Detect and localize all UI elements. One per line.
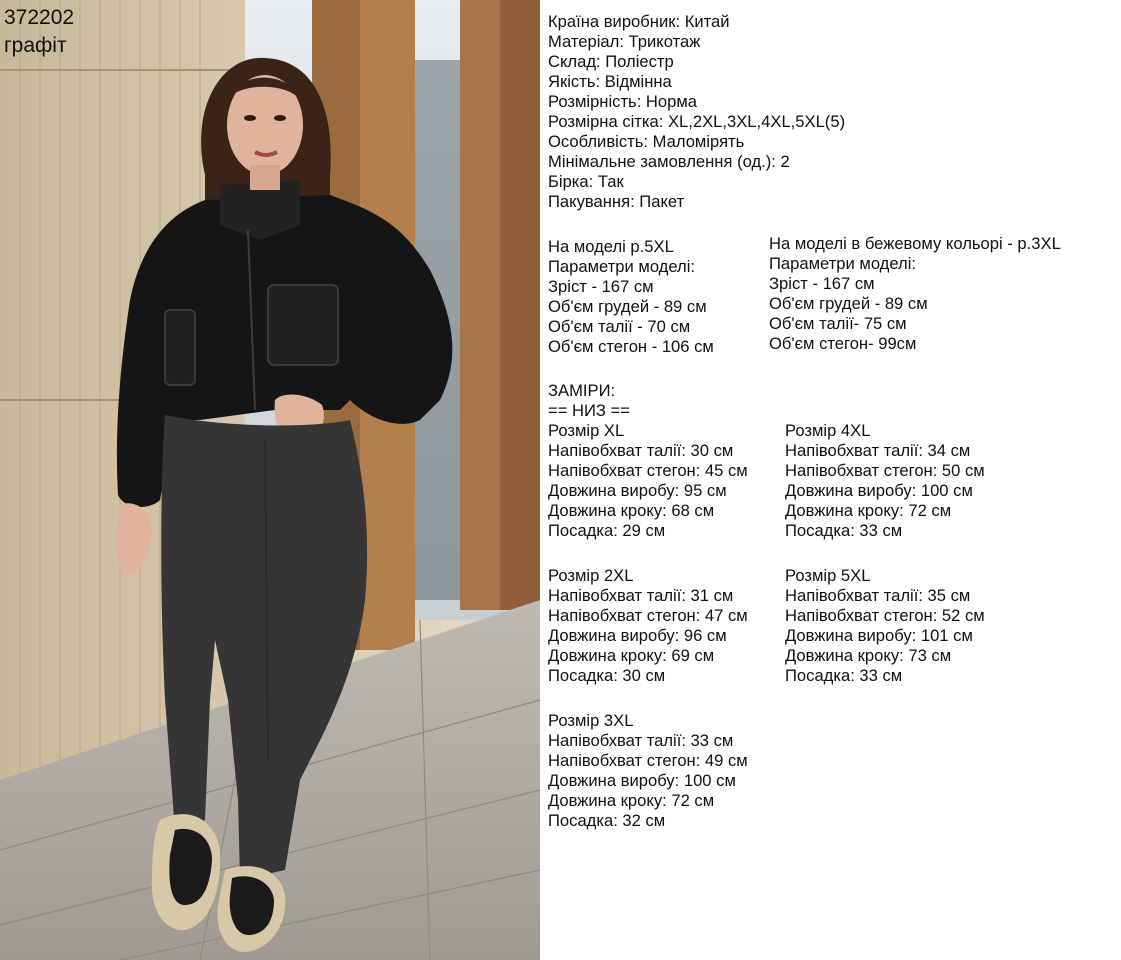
model-beige-line: Об'єм грудей - 89 см <box>769 294 928 313</box>
size-title: Розмір 4XL <box>785 421 871 440</box>
size-block-xl <box>548 421 748 541</box>
size-line: Довжина кроку: 68 см <box>548 501 715 520</box>
size-line: Довжина кроку: 72 см <box>548 791 715 810</box>
size-line: Довжина виробу: 100 см <box>548 771 736 790</box>
size-line: Напівобхват талії: 31 см <box>548 586 734 605</box>
measurements-heading: ЗАМІРИ: <box>548 381 616 400</box>
product-code: 372202 <box>4 6 75 29</box>
model-beige-line: Параметри моделі: <box>769 254 917 273</box>
size-title: Розмір 5XL <box>785 566 871 585</box>
size-line: Довжина виробу: 101 см <box>785 626 973 645</box>
model-beige-line: Об'єм талії- 75 см <box>769 314 907 333</box>
model-main-line: Зріст - 167 см <box>548 277 654 296</box>
spec-sizing: Розмірність: Норма <box>548 92 698 111</box>
size-line: Напівобхват стегон: 45 см <box>548 461 748 480</box>
model-main-line: Параметри моделі: <box>548 257 696 276</box>
size-line: Напівобхват стегон: 47 см <box>548 606 748 625</box>
size-line: Посадка: 33 см <box>785 666 903 685</box>
measurements-heading-block <box>548 381 630 421</box>
model-params-beige <box>769 234 1061 354</box>
size-line: Посадка: 32 см <box>548 811 666 830</box>
model-main-line: Об'єм стегон - 106 см <box>548 337 714 356</box>
specs-list <box>548 12 845 212</box>
size-block-3xl <box>548 711 748 831</box>
spec-material: Матеріал: Трикотаж <box>548 32 701 51</box>
model-illustration <box>0 0 540 960</box>
size-title: Розмір 3XL <box>548 711 634 730</box>
spec-composition: Склад: Поліестр <box>548 52 674 71</box>
size-line: Довжина виробу: 95 см <box>548 481 727 500</box>
size-line: Напівобхват талії: 34 см <box>785 441 971 460</box>
size-line: Довжина виробу: 96 см <box>548 626 727 645</box>
size-line: Напівобхват стегон: 49 см <box>548 751 748 770</box>
model-beige-line: Зріст - 167 см <box>769 274 875 293</box>
product-color: графіт <box>4 34 67 57</box>
size-title: Розмір 2XL <box>548 566 634 585</box>
size-line: Напівобхват стегон: 52 см <box>785 606 985 625</box>
spec-packaging: Пакування: Пакет <box>548 192 685 211</box>
size-block-4xl <box>785 421 985 541</box>
measurements-subheading: == НИЗ == <box>548 401 630 420</box>
size-line: Довжина кроку: 69 см <box>548 646 715 665</box>
size-line: Посадка: 29 см <box>548 521 666 540</box>
size-line: Напівобхват талії: 33 см <box>548 731 734 750</box>
product-tag <box>4 4 74 60</box>
spec-quality: Якість: Відмінна <box>548 72 672 91</box>
model-main-line: На моделі р.5XL <box>548 237 674 256</box>
size-line: Напівобхват талії: 35 см <box>785 586 971 605</box>
size-line: Напівобхват стегон: 50 см <box>785 461 985 480</box>
product-photo <box>0 0 540 960</box>
size-block-2xl <box>548 566 748 686</box>
spec-size-grid: Розмірна сітка: XL,2XL,3XL,4XL,5XL(5) <box>548 112 846 131</box>
model-main-line: Об'єм талії - 70 см <box>548 317 691 336</box>
size-title: Розмір XL <box>548 421 625 440</box>
spec-min-order: Мінімальне замовлення (од.): 2 <box>548 152 790 171</box>
spec-feature: Особливість: Маломірять <box>548 132 745 151</box>
size-block-5xl <box>785 566 985 686</box>
size-line: Довжина виробу: 100 см <box>785 481 973 500</box>
model-main-line: Об'єм грудей - 89 см <box>548 297 707 316</box>
size-line: Посадка: 30 см <box>548 666 666 685</box>
size-line: Посадка: 33 см <box>785 521 903 540</box>
size-line: Напівобхват талії: 30 см <box>548 441 734 460</box>
spec-label: Бірка: Так <box>548 172 624 191</box>
model-beige-line: На моделі в бежевому кольорі - р.3XL <box>769 234 1061 253</box>
model-params-main <box>548 237 714 357</box>
size-line: Довжина кроку: 73 см <box>785 646 952 665</box>
model-beige-line: Об'єм стегон- 99см <box>769 334 917 353</box>
spec-country: Країна виробник: Китай <box>548 12 730 31</box>
size-line: Довжина кроку: 72 см <box>785 501 952 520</box>
